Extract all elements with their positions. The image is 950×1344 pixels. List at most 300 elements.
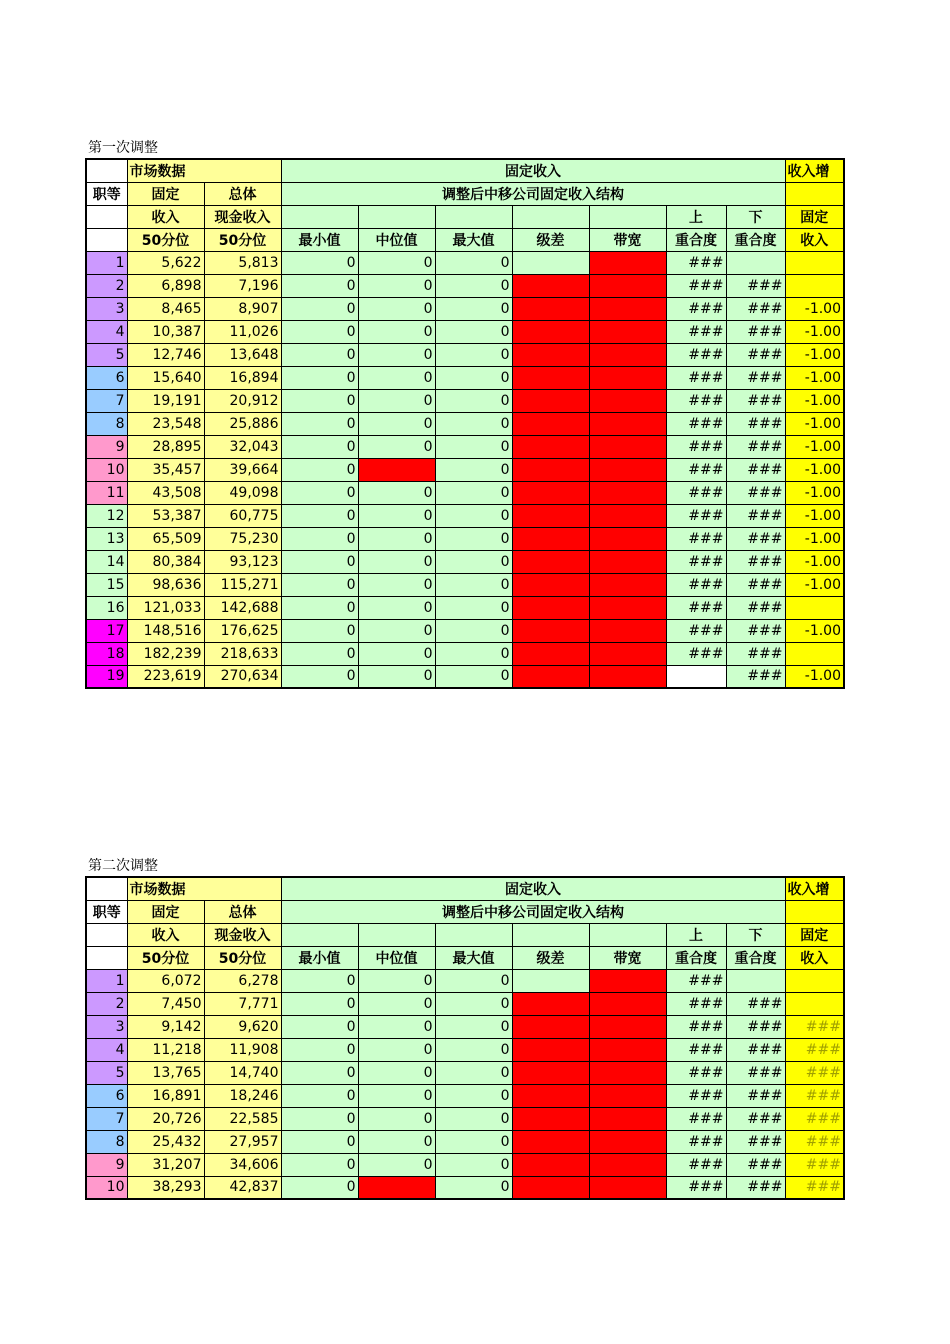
bandwidth-cell[interactable]	[589, 550, 666, 573]
income-increase-cell[interactable]: -1.00	[785, 619, 844, 642]
overlap-down-cell[interactable]: ###	[726, 389, 785, 412]
median-cell[interactable]: 0	[358, 274, 435, 297]
step-cell[interactable]	[512, 1107, 589, 1130]
total-header[interactable]: 总体	[204, 900, 281, 923]
overlap-down-cell[interactable]: ###	[726, 596, 785, 619]
income-increase-cell[interactable]: -1.00	[785, 389, 844, 412]
total-cash-cell[interactable]: 20,912	[204, 389, 281, 412]
bandwidth-header[interactable]: 带宽	[589, 228, 666, 251]
bandwidth-cell[interactable]	[589, 389, 666, 412]
median-cell[interactable]: 0	[358, 665, 435, 688]
fixed-income-header[interactable]: 固定收入	[281, 877, 785, 900]
bandwidth-cell[interactable]	[589, 435, 666, 458]
median-cell[interactable]: 0	[358, 1084, 435, 1107]
income-increase-cell[interactable]	[785, 251, 844, 274]
grade-cell[interactable]: 19	[86, 665, 127, 688]
fixed-income-cell[interactable]: 12,746	[127, 343, 204, 366]
fixed-income-cell[interactable]: 10,387	[127, 320, 204, 343]
total-cash-cell[interactable]: 93,123	[204, 550, 281, 573]
min-cell[interactable]: 0	[281, 573, 358, 596]
income-increase-cell[interactable]: -1.00	[785, 343, 844, 366]
min-cell[interactable]: 0	[281, 343, 358, 366]
grade-cell[interactable]: 13	[86, 527, 127, 550]
fixed-income-cell[interactable]: 53,387	[127, 504, 204, 527]
income-header[interactable]: 收入	[127, 205, 204, 228]
min-cell[interactable]: 0	[281, 642, 358, 665]
fixed-income-cell[interactable]: 35,457	[127, 458, 204, 481]
income-increase-cell[interactable]: -1.00	[785, 412, 844, 435]
median-cell[interactable]: 0	[358, 1107, 435, 1130]
grade-cell[interactable]: 7	[86, 389, 127, 412]
fixed-income-cell[interactable]: 98,636	[127, 573, 204, 596]
median-cell[interactable]: 0	[358, 366, 435, 389]
overlap-up-cell[interactable]: ###	[666, 320, 726, 343]
grade-cell[interactable]: 10	[86, 1176, 127, 1199]
overlap-down-cell[interactable]	[726, 251, 785, 274]
overlap-down-cell[interactable]: ###	[726, 619, 785, 642]
grade-cell[interactable]: 9	[86, 1153, 127, 1176]
min-cell[interactable]: 0	[281, 969, 358, 992]
bandwidth-cell[interactable]	[589, 481, 666, 504]
max-cell[interactable]: 0	[435, 435, 512, 458]
fixed-income-cell[interactable]: 43,508	[127, 481, 204, 504]
fixed-income-cell[interactable]: 121,033	[127, 596, 204, 619]
bandwidth-cell[interactable]	[589, 527, 666, 550]
overlap-down-cell[interactable]	[726, 969, 785, 992]
grade-cell[interactable]: 10	[86, 458, 127, 481]
market-data-header[interactable]: 市场数据	[127, 877, 281, 900]
overlap-down-cell[interactable]: ###	[726, 297, 785, 320]
grade-cell[interactable]: 8	[86, 1130, 127, 1153]
total-cash-cell[interactable]: 60,775	[204, 504, 281, 527]
cash-income-header[interactable]: 现金收入	[204, 923, 281, 946]
total-cash-cell[interactable]: 39,664	[204, 458, 281, 481]
grade-cell[interactable]: 6	[86, 366, 127, 389]
max-cell[interactable]: 0	[435, 527, 512, 550]
total-header[interactable]: 总体	[204, 182, 281, 205]
total-cash-cell[interactable]: 176,625	[204, 619, 281, 642]
grade-cell[interactable]: 14	[86, 550, 127, 573]
overlap-up-cell[interactable]: ###	[666, 343, 726, 366]
median-cell[interactable]: 0	[358, 1038, 435, 1061]
bandwidth-header[interactable]: 带宽	[589, 946, 666, 969]
fixed-income-cell[interactable]: 182,239	[127, 642, 204, 665]
grade-header[interactable]: 职等	[86, 182, 127, 205]
overlap-up-cell[interactable]: ###	[666, 481, 726, 504]
median-header[interactable]: 中位值	[358, 228, 435, 251]
grade-cell[interactable]: 18	[86, 642, 127, 665]
overlap-up-header[interactable]: 重合度	[666, 946, 726, 969]
overlap-up-cell[interactable]: ###	[666, 642, 726, 665]
market-data-header[interactable]: 市场数据	[127, 159, 281, 182]
min-cell[interactable]: 0	[281, 619, 358, 642]
fixed-income-cell[interactable]: 20,726	[127, 1107, 204, 1130]
max-cell[interactable]: 0	[435, 1107, 512, 1130]
grade-cell[interactable]: 12	[86, 504, 127, 527]
median-cell[interactable]: 0	[358, 435, 435, 458]
income-increase-cell[interactable]	[785, 596, 844, 619]
min-cell[interactable]: 0	[281, 1038, 358, 1061]
overlap-down-cell[interactable]: ###	[726, 1061, 785, 1084]
blank-cell[interactable]	[281, 923, 358, 946]
overlap-down-cell[interactable]: ###	[726, 481, 785, 504]
overlap-up-cell[interactable]: ###	[666, 596, 726, 619]
total-cash-cell[interactable]: 9,620	[204, 1015, 281, 1038]
total-cash-cell[interactable]: 34,606	[204, 1153, 281, 1176]
grade-cell[interactable]: 4	[86, 1038, 127, 1061]
income-increase-cell[interactable]: -1.00	[785, 504, 844, 527]
fixed-header[interactable]: 固定	[127, 900, 204, 923]
blank-cell[interactable]	[512, 923, 589, 946]
income-increase-cell[interactable]: -1.00	[785, 458, 844, 481]
fixed-income-cell[interactable]: 6,072	[127, 969, 204, 992]
income-increase-cell[interactable]: -1.00	[785, 435, 844, 458]
fixed-income-cell[interactable]: 25,432	[127, 1130, 204, 1153]
overlap-down-cell[interactable]: ###	[726, 992, 785, 1015]
income-increase-cell[interactable]: -1.00	[785, 320, 844, 343]
overlap-up-cell[interactable]: ###	[666, 412, 726, 435]
upper-header[interactable]: 上	[666, 923, 726, 946]
total-cash-cell[interactable]: 6,278	[204, 969, 281, 992]
total-cash-cell[interactable]: 13,648	[204, 343, 281, 366]
total-cash-cell[interactable]: 32,043	[204, 435, 281, 458]
overlap-down-cell[interactable]: ###	[726, 665, 785, 688]
min-header[interactable]: 最小值	[281, 228, 358, 251]
bandwidth-cell[interactable]	[589, 992, 666, 1015]
max-cell[interactable]: 0	[435, 297, 512, 320]
grade-cell[interactable]: 2	[86, 274, 127, 297]
max-header[interactable]: 最大值	[435, 228, 512, 251]
min-cell[interactable]: 0	[281, 992, 358, 1015]
max-cell[interactable]: 0	[435, 1038, 512, 1061]
income-header[interactable]: 收入	[127, 923, 204, 946]
overlap-up-cell[interactable]: ###	[666, 969, 726, 992]
median-cell[interactable]: 0	[358, 389, 435, 412]
overlap-up-cell[interactable]: ###	[666, 573, 726, 596]
bandwidth-cell[interactable]	[589, 665, 666, 688]
median-header[interactable]: 中位值	[358, 946, 435, 969]
total-cash-cell[interactable]: 7,196	[204, 274, 281, 297]
step-cell[interactable]	[512, 1130, 589, 1153]
step-cell[interactable]	[512, 596, 589, 619]
income-header-2[interactable]: 收入	[785, 946, 844, 969]
step-cell[interactable]	[512, 573, 589, 596]
bandwidth-cell[interactable]	[589, 1084, 666, 1107]
min-cell[interactable]: 0	[281, 297, 358, 320]
total-cash-cell[interactable]: 11,026	[204, 320, 281, 343]
bandwidth-cell[interactable]	[589, 1107, 666, 1130]
overlap-down-cell[interactable]: ###	[726, 1084, 785, 1107]
total-cash-cell[interactable]: 115,271	[204, 573, 281, 596]
lower-header[interactable]: 下	[726, 205, 785, 228]
min-cell[interactable]: 0	[281, 665, 358, 688]
grade-cell[interactable]: 15	[86, 573, 127, 596]
bandwidth-cell[interactable]	[589, 1038, 666, 1061]
bandwidth-cell[interactable]	[589, 504, 666, 527]
min-cell[interactable]: 0	[281, 366, 358, 389]
blank-cell[interactable]	[589, 923, 666, 946]
overlap-down-cell[interactable]: ###	[726, 320, 785, 343]
blank-cell[interactable]	[435, 205, 512, 228]
fixed-header[interactable]: 固定	[127, 182, 204, 205]
max-cell[interactable]: 0	[435, 1015, 512, 1038]
max-cell[interactable]: 0	[435, 1153, 512, 1176]
grade-cell[interactable]: 3	[86, 297, 127, 320]
blank-cell[interactable]	[86, 205, 127, 228]
income-increase-cell[interactable]	[785, 969, 844, 992]
overlap-down-cell[interactable]: ###	[726, 1038, 785, 1061]
total-cash-cell[interactable]: 18,246	[204, 1084, 281, 1107]
overlap-up-cell[interactable]: ###	[666, 992, 726, 1015]
overlap-down-cell[interactable]: ###	[726, 504, 785, 527]
overlap-up-cell[interactable]: ###	[666, 1061, 726, 1084]
bandwidth-cell[interactable]	[589, 458, 666, 481]
overlap-down-cell[interactable]: ###	[726, 366, 785, 389]
income-increase-cell[interactable]: -1.00	[785, 665, 844, 688]
step-cell[interactable]	[512, 366, 589, 389]
median-cell[interactable]: 0	[358, 320, 435, 343]
overlap-up-cell[interactable]: ###	[666, 458, 726, 481]
min-header[interactable]: 最小值	[281, 946, 358, 969]
total-cash-cell[interactable]: 5,813	[204, 251, 281, 274]
fixed-income-cell[interactable]: 5,622	[127, 251, 204, 274]
upper-header[interactable]: 上	[666, 205, 726, 228]
min-cell[interactable]: 0	[281, 458, 358, 481]
income-increase-cell[interactable]: ###	[785, 1038, 844, 1061]
overlap-up-cell[interactable]: ###	[666, 1176, 726, 1199]
median-cell[interactable]: 0	[358, 1061, 435, 1084]
grade-cell[interactable]: 3	[86, 1015, 127, 1038]
fixed-header-2[interactable]: 固定	[785, 205, 844, 228]
income-increase-cell[interactable]: ###	[785, 1061, 844, 1084]
step-cell[interactable]	[512, 550, 589, 573]
min-cell[interactable]: 0	[281, 320, 358, 343]
grade-cell[interactable]: 5	[86, 343, 127, 366]
fixed-income-cell[interactable]: 13,765	[127, 1061, 204, 1084]
grade-cell[interactable]: 16	[86, 596, 127, 619]
step-cell[interactable]	[512, 297, 589, 320]
step-cell[interactable]	[512, 343, 589, 366]
max-cell[interactable]: 0	[435, 366, 512, 389]
income-increase-cell[interactable]: ###	[785, 1015, 844, 1038]
fixed-income-header[interactable]: 固定收入	[281, 159, 785, 182]
step-cell[interactable]	[512, 458, 589, 481]
grade-cell[interactable]: 1	[86, 251, 127, 274]
fixed-income-cell[interactable]: 38,293	[127, 1176, 204, 1199]
fixed-income-cell[interactable]: 9,142	[127, 1015, 204, 1038]
fixed-income-cell[interactable]: 65,509	[127, 527, 204, 550]
step-cell[interactable]	[512, 992, 589, 1015]
income-increase-cell[interactable]	[785, 642, 844, 665]
fixed-income-cell[interactable]: 19,191	[127, 389, 204, 412]
step-cell[interactable]	[512, 435, 589, 458]
grade-cell[interactable]: 17	[86, 619, 127, 642]
p50-header[interactable]: 50分位	[127, 228, 204, 251]
step-cell[interactable]	[512, 1176, 589, 1199]
bandwidth-cell[interactable]	[589, 366, 666, 389]
overlap-down-cell[interactable]: ###	[726, 550, 785, 573]
step-cell[interactable]	[512, 412, 589, 435]
income-increase-cell[interactable]: -1.00	[785, 481, 844, 504]
grade-cell[interactable]: 5	[86, 1061, 127, 1084]
blank-cell[interactable]	[785, 900, 844, 923]
overlap-down-cell[interactable]: ###	[726, 527, 785, 550]
step-cell[interactable]	[512, 1153, 589, 1176]
median-cell[interactable]: 0	[358, 504, 435, 527]
median-cell[interactable]: 0	[358, 969, 435, 992]
overlap-down-cell[interactable]: ###	[726, 458, 785, 481]
p50-header[interactable]: 50分位	[127, 946, 204, 969]
total-cash-cell[interactable]: 14,740	[204, 1061, 281, 1084]
blank-cell[interactable]	[86, 923, 127, 946]
fixed-income-cell[interactable]: 8,465	[127, 297, 204, 320]
step-cell[interactable]	[512, 642, 589, 665]
overlap-up-cell[interactable]: ###	[666, 1084, 726, 1107]
blank-cell[interactable]	[785, 182, 844, 205]
fixed-income-cell[interactable]: 28,895	[127, 435, 204, 458]
max-cell[interactable]: 0	[435, 481, 512, 504]
max-cell[interactable]: 0	[435, 550, 512, 573]
total-cash-cell[interactable]: 8,907	[204, 297, 281, 320]
bandwidth-cell[interactable]	[589, 596, 666, 619]
blank-cell[interactable]	[358, 205, 435, 228]
max-cell[interactable]: 0	[435, 320, 512, 343]
overlap-down-cell[interactable]: ###	[726, 573, 785, 596]
grade-cell[interactable]: 6	[86, 1084, 127, 1107]
bandwidth-cell[interactable]	[589, 320, 666, 343]
step-cell[interactable]	[512, 1038, 589, 1061]
fixed-income-cell[interactable]: 223,619	[127, 665, 204, 688]
min-cell[interactable]: 0	[281, 504, 358, 527]
income-increase-cell[interactable]: ###	[785, 1153, 844, 1176]
overlap-up-cell[interactable]: ###	[666, 366, 726, 389]
overlap-up-cell[interactable]: ###	[666, 435, 726, 458]
income-increase-cell[interactable]	[785, 274, 844, 297]
fixed-income-cell[interactable]: 6,898	[127, 274, 204, 297]
income-increase-cell[interactable]: ###	[785, 1176, 844, 1199]
blank-cell[interactable]	[435, 923, 512, 946]
overlap-down-cell[interactable]: ###	[726, 1130, 785, 1153]
blank-cell[interactable]	[281, 205, 358, 228]
fixed-income-cell[interactable]: 7,450	[127, 992, 204, 1015]
median-cell[interactable]	[358, 1176, 435, 1199]
grade-cell[interactable]: 9	[86, 435, 127, 458]
overlap-down-header[interactable]: 重合度	[726, 228, 785, 251]
overlap-up-header[interactable]: 重合度	[666, 228, 726, 251]
overlap-down-cell[interactable]: ###	[726, 1015, 785, 1038]
max-cell[interactable]: 0	[435, 274, 512, 297]
min-cell[interactable]: 0	[281, 527, 358, 550]
median-cell[interactable]: 0	[358, 297, 435, 320]
bandwidth-cell[interactable]	[589, 1061, 666, 1084]
overlap-up-cell[interactable]: ###	[666, 1015, 726, 1038]
overlap-up-cell[interactable]	[666, 665, 726, 688]
min-cell[interactable]: 0	[281, 435, 358, 458]
median-cell[interactable]: 0	[358, 1130, 435, 1153]
bandwidth-cell[interactable]	[589, 297, 666, 320]
income-increase-cell[interactable]: -1.00	[785, 527, 844, 550]
overlap-down-cell[interactable]: ###	[726, 343, 785, 366]
step-cell[interactable]	[512, 389, 589, 412]
bandwidth-cell[interactable]	[589, 969, 666, 992]
bandwidth-cell[interactable]	[589, 274, 666, 297]
income-increase-header[interactable]: 收入增	[785, 159, 844, 182]
p50-header[interactable]: 50分位	[204, 228, 281, 251]
blank-cell[interactable]	[86, 877, 127, 900]
fixed-income-cell[interactable]: 16,891	[127, 1084, 204, 1107]
cash-income-header[interactable]: 现金收入	[204, 205, 281, 228]
income-increase-cell[interactable]: ###	[785, 1107, 844, 1130]
bandwidth-cell[interactable]	[589, 619, 666, 642]
overlap-up-cell[interactable]: ###	[666, 274, 726, 297]
bandwidth-cell[interactable]	[589, 573, 666, 596]
step-cell[interactable]	[512, 1061, 589, 1084]
median-cell[interactable]: 0	[358, 573, 435, 596]
step-cell[interactable]	[512, 527, 589, 550]
blank-cell[interactable]	[86, 228, 127, 251]
min-cell[interactable]: 0	[281, 596, 358, 619]
fixed-income-cell[interactable]: 11,218	[127, 1038, 204, 1061]
fixed-header-2[interactable]: 固定	[785, 923, 844, 946]
overlap-down-cell[interactable]: ###	[726, 274, 785, 297]
income-increase-header[interactable]: 收入增	[785, 877, 844, 900]
min-cell[interactable]: 0	[281, 412, 358, 435]
step-cell[interactable]	[512, 481, 589, 504]
blank-cell[interactable]	[512, 205, 589, 228]
max-cell[interactable]: 0	[435, 665, 512, 688]
grade-cell[interactable]: 11	[86, 481, 127, 504]
income-increase-cell[interactable]: -1.00	[785, 550, 844, 573]
median-cell[interactable]: 0	[358, 527, 435, 550]
fixed-income-cell[interactable]: 15,640	[127, 366, 204, 389]
step-cell[interactable]	[512, 665, 589, 688]
bandwidth-cell[interactable]	[589, 1130, 666, 1153]
total-cash-cell[interactable]: 11,908	[204, 1038, 281, 1061]
income-increase-cell[interactable]	[785, 992, 844, 1015]
min-cell[interactable]: 0	[281, 1130, 358, 1153]
max-cell[interactable]: 0	[435, 343, 512, 366]
median-cell[interactable]: 0	[358, 481, 435, 504]
median-cell[interactable]: 0	[358, 642, 435, 665]
median-cell[interactable]	[358, 458, 435, 481]
overlap-up-cell[interactable]: ###	[666, 389, 726, 412]
max-cell[interactable]: 0	[435, 389, 512, 412]
max-cell[interactable]: 0	[435, 992, 512, 1015]
total-cash-cell[interactable]: 142,688	[204, 596, 281, 619]
blank-cell[interactable]	[86, 946, 127, 969]
fixed-income-cell[interactable]: 23,548	[127, 412, 204, 435]
bandwidth-cell[interactable]	[589, 412, 666, 435]
total-cash-cell[interactable]: 16,894	[204, 366, 281, 389]
min-cell[interactable]: 0	[281, 1061, 358, 1084]
overlap-up-cell[interactable]: ###	[666, 1107, 726, 1130]
structure-header[interactable]: 调整后中移公司固定收入结构	[281, 900, 785, 923]
blank-cell[interactable]	[358, 923, 435, 946]
bandwidth-cell[interactable]	[589, 251, 666, 274]
blank-cell[interactable]	[589, 205, 666, 228]
median-cell[interactable]: 0	[358, 1015, 435, 1038]
max-cell[interactable]: 0	[435, 969, 512, 992]
overlap-down-cell[interactable]: ###	[726, 1176, 785, 1199]
min-cell[interactable]: 0	[281, 1015, 358, 1038]
structure-header[interactable]: 调整后中移公司固定收入结构	[281, 182, 785, 205]
total-cash-cell[interactable]: 22,585	[204, 1107, 281, 1130]
min-cell[interactable]: 0	[281, 389, 358, 412]
max-cell[interactable]: 0	[435, 642, 512, 665]
median-cell[interactable]: 0	[358, 251, 435, 274]
min-cell[interactable]: 0	[281, 1084, 358, 1107]
total-cash-cell[interactable]: 25,886	[204, 412, 281, 435]
